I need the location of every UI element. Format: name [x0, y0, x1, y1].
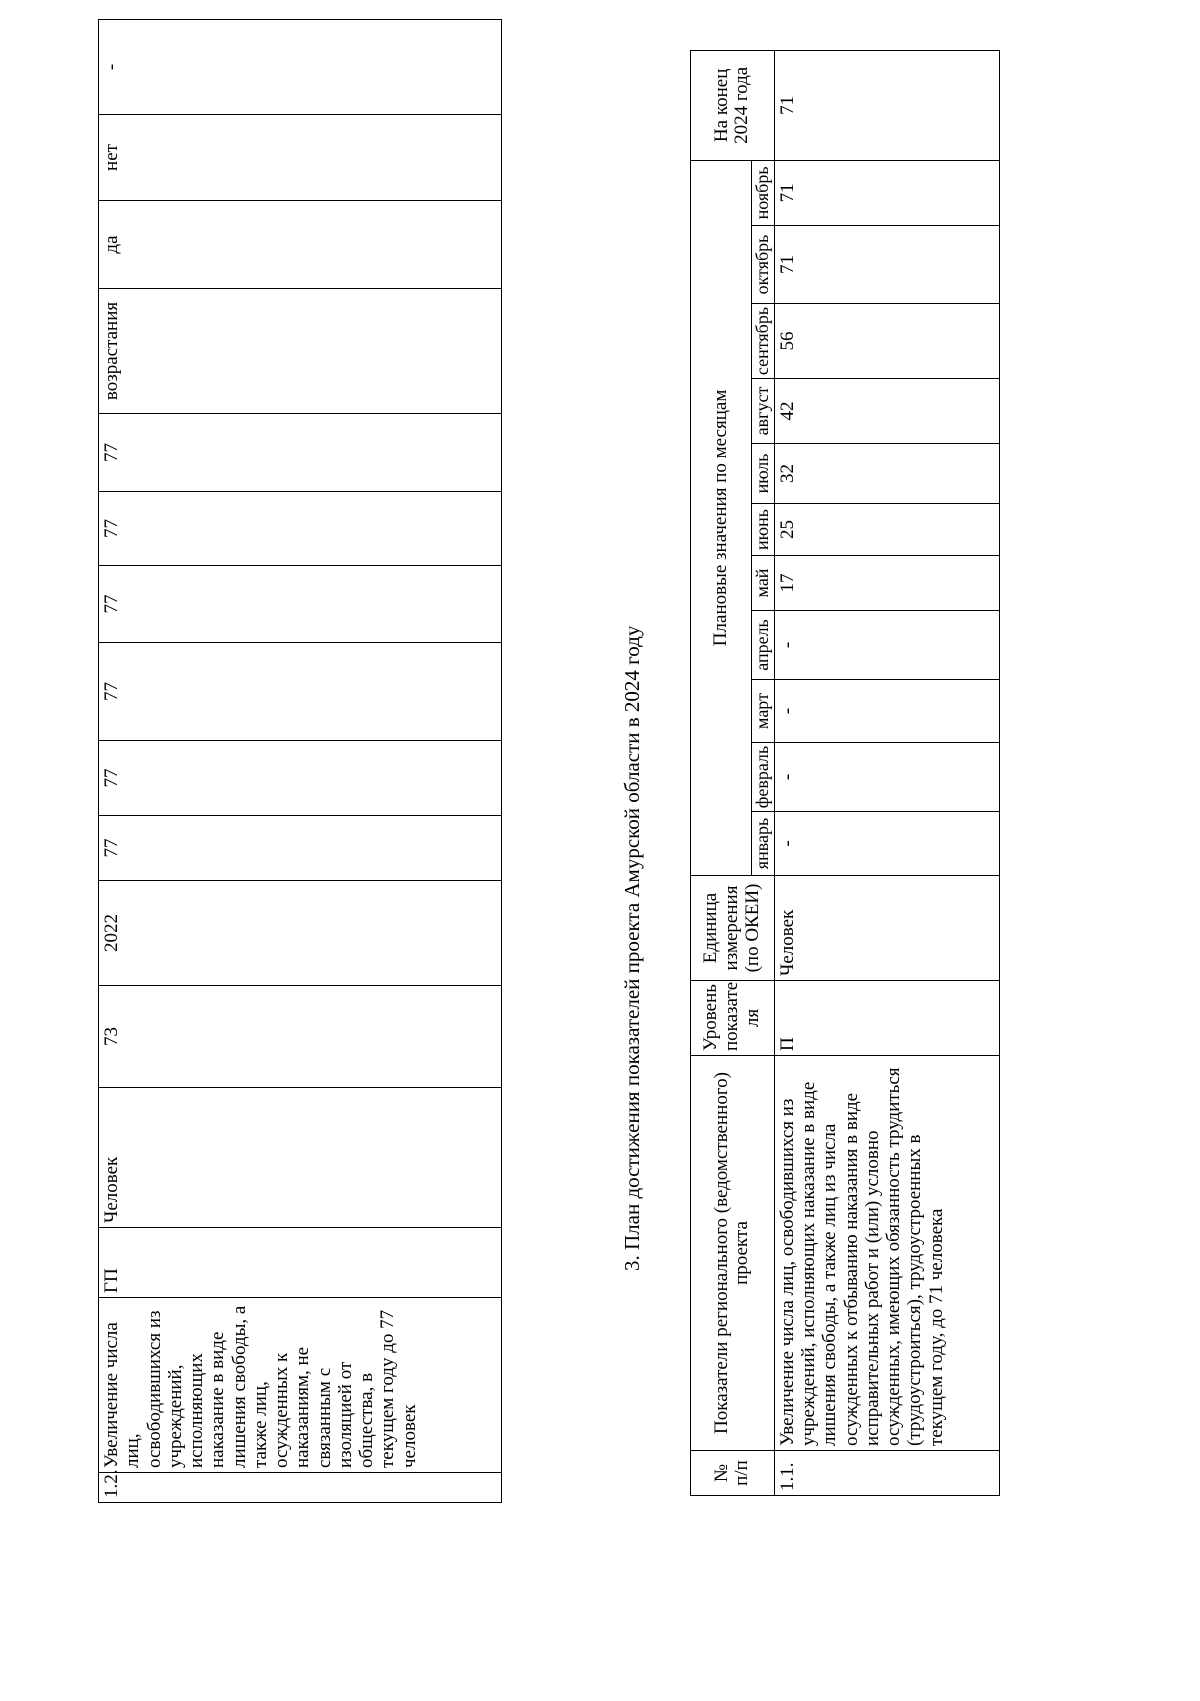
table-row [99, 20, 502, 1503]
value-cell: 77 [99, 741, 502, 816]
flag-no-cell: нет [99, 115, 502, 201]
section-caption: 3. План достижения показателей проекта Амурской области в 2024 году [620, 625, 644, 1271]
month-header: май [752, 556, 775, 611]
month-header: сентябрь [752, 304, 775, 379]
month-header: октябрь [752, 226, 775, 304]
row-number: 1.1. [774, 1451, 999, 1496]
month-header: июль [752, 444, 775, 504]
header-indicator: Показатели регионального (ведомственного) проекта [691, 1056, 775, 1451]
header-end-of-year: На конец 2024 года [691, 50, 775, 160]
direction-cell: возрастания [99, 289, 502, 414]
table-row [774, 50, 999, 1495]
month-header: июнь [752, 504, 775, 556]
month-value: 25 [774, 504, 999, 556]
value-cell: 77 [99, 492, 502, 566]
plan-header-row [691, 50, 752, 1495]
month-header: февраль [752, 743, 775, 812]
month-value: - [774, 812, 999, 876]
indicator-name: Увеличение числа лиц, освободившихся из учреждений, исполняющих наказание в виде лишения свободы, а также лиц из числа осужденных к отбыванию наказания в виде исправительных работ и (или) условно осужденных, имеющих обязанность трудиться (трудоустроиться), трудоустроенных в текущем году, до 71 человека [774, 1056, 999, 1451]
value-cell: 77 [99, 816, 502, 881]
end-of-year-value: 71 [774, 50, 999, 160]
unit-cell: Человек [99, 1088, 502, 1228]
month-header: ноябрь [752, 160, 775, 225]
plan-table [690, 50, 1000, 1496]
row-number: 1.2. [99, 1473, 502, 1503]
month-value: - [774, 611, 999, 680]
value-cell: 77 [99, 566, 502, 643]
header-planned: Плановые значения по месяцам [691, 160, 752, 875]
month-value: - [774, 743, 999, 812]
month-value: 71 [774, 226, 999, 304]
month-header: август [752, 379, 775, 444]
base-year: 2022 [99, 881, 502, 986]
unit-cell: Человек [774, 876, 999, 981]
month-value: 56 [774, 304, 999, 379]
indicator-level: П [774, 981, 999, 1056]
month-value: 32 [774, 444, 999, 504]
header-number: № п/п [691, 1451, 775, 1496]
month-value: 42 [774, 379, 999, 444]
flag-yes-cell: да [99, 201, 502, 289]
month-header: март [752, 680, 775, 743]
last-cell: - [99, 20, 502, 115]
value-cell: 77 [99, 643, 502, 741]
month-value: 17 [774, 556, 999, 611]
indicator-level: ГП [99, 1228, 502, 1298]
indicator-name: Увеличение числа лиц, освободившихся из учреждений, исполняющих наказание в виде лишения свободы, а также лиц, осужденных к наказаниям, не связанным с изоляцией от общества, в текущем году до 77 человек [99, 1298, 502, 1473]
month-header: январь [752, 812, 775, 876]
month-value: - [774, 680, 999, 743]
indicator-table-continuation [98, 19, 502, 1503]
header-level: Уровень показате ля [691, 981, 775, 1056]
header-unit: Единица измерения (по ОКЕИ) [691, 876, 775, 981]
value-cell: 77 [99, 414, 502, 492]
base-value: 73 [99, 986, 502, 1088]
month-header: апрель [752, 611, 775, 680]
month-value: 71 [774, 160, 999, 225]
